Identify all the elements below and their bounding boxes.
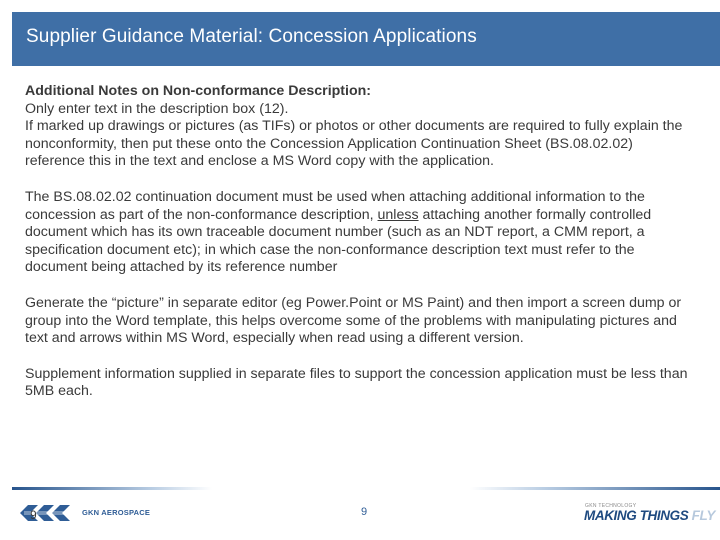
footer-divider-left <box>12 487 212 490</box>
tagline-main: MAKING THINGS <box>584 508 692 523</box>
note-description-box: Only enter text in the description box (12). <box>25 100 289 117</box>
gkn-logo-icon <box>18 503 78 523</box>
note-marked-up-drawings: If marked up drawings or pictures (as TIFs) or photos or other documents are required to fully explain the nonconformity, then put these onto the Concession Application Continuation Sheet (BS.08.02.02) reference this in the text and enclose a MS Word copy with the application. <box>25 118 683 170</box>
page-title: Supplier Guidance Material: Concession Applications <box>26 26 477 47</box>
gkn-technology-label: GKN TECHNOLOGY <box>585 503 637 509</box>
title-bar <box>12 12 720 66</box>
corner-slide-number: 9 <box>30 508 37 522</box>
note-continuation-start: The BS.08.02.02 continuation document must be used when attaching additional information to the concession as part of the non-conformance description, <box>25 188 645 223</box>
making-things-fly-logo <box>584 508 715 523</box>
unless-emphasis: unless <box>377 206 419 223</box>
footer-divider-right <box>470 487 720 490</box>
slide-body <box>25 83 695 401</box>
note-continuation-document <box>25 189 695 277</box>
page-number: 9 <box>361 506 368 518</box>
note-file-size-limit: Supplement information supplied in separate files to support the concession application must be less than 5MB each. <box>25 365 688 400</box>
tagline-fly: FLY <box>691 508 715 523</box>
section-heading: Additional Notes on Non-conformance Description: <box>25 83 372 99</box>
note-generate-picture: Generate the “picture” in separate editor (eg Power.Point or MS Paint) and then import a screen dump or group into the Word template, this helps overcome some of the problems with manipulating pictures and text and arrows within MS Word, especially when read using a different version. <box>25 294 682 347</box>
note-continuation-end: attaching another formally controlled document which has its own traceable document number (such as an NDT report, a CMM report, a specification document etc); in which case the non-conformance description text must refer to the document being attached by its reference number <box>25 206 652 276</box>
gkn-aerospace-wordmark: GKN AEROSPACE <box>82 508 151 517</box>
